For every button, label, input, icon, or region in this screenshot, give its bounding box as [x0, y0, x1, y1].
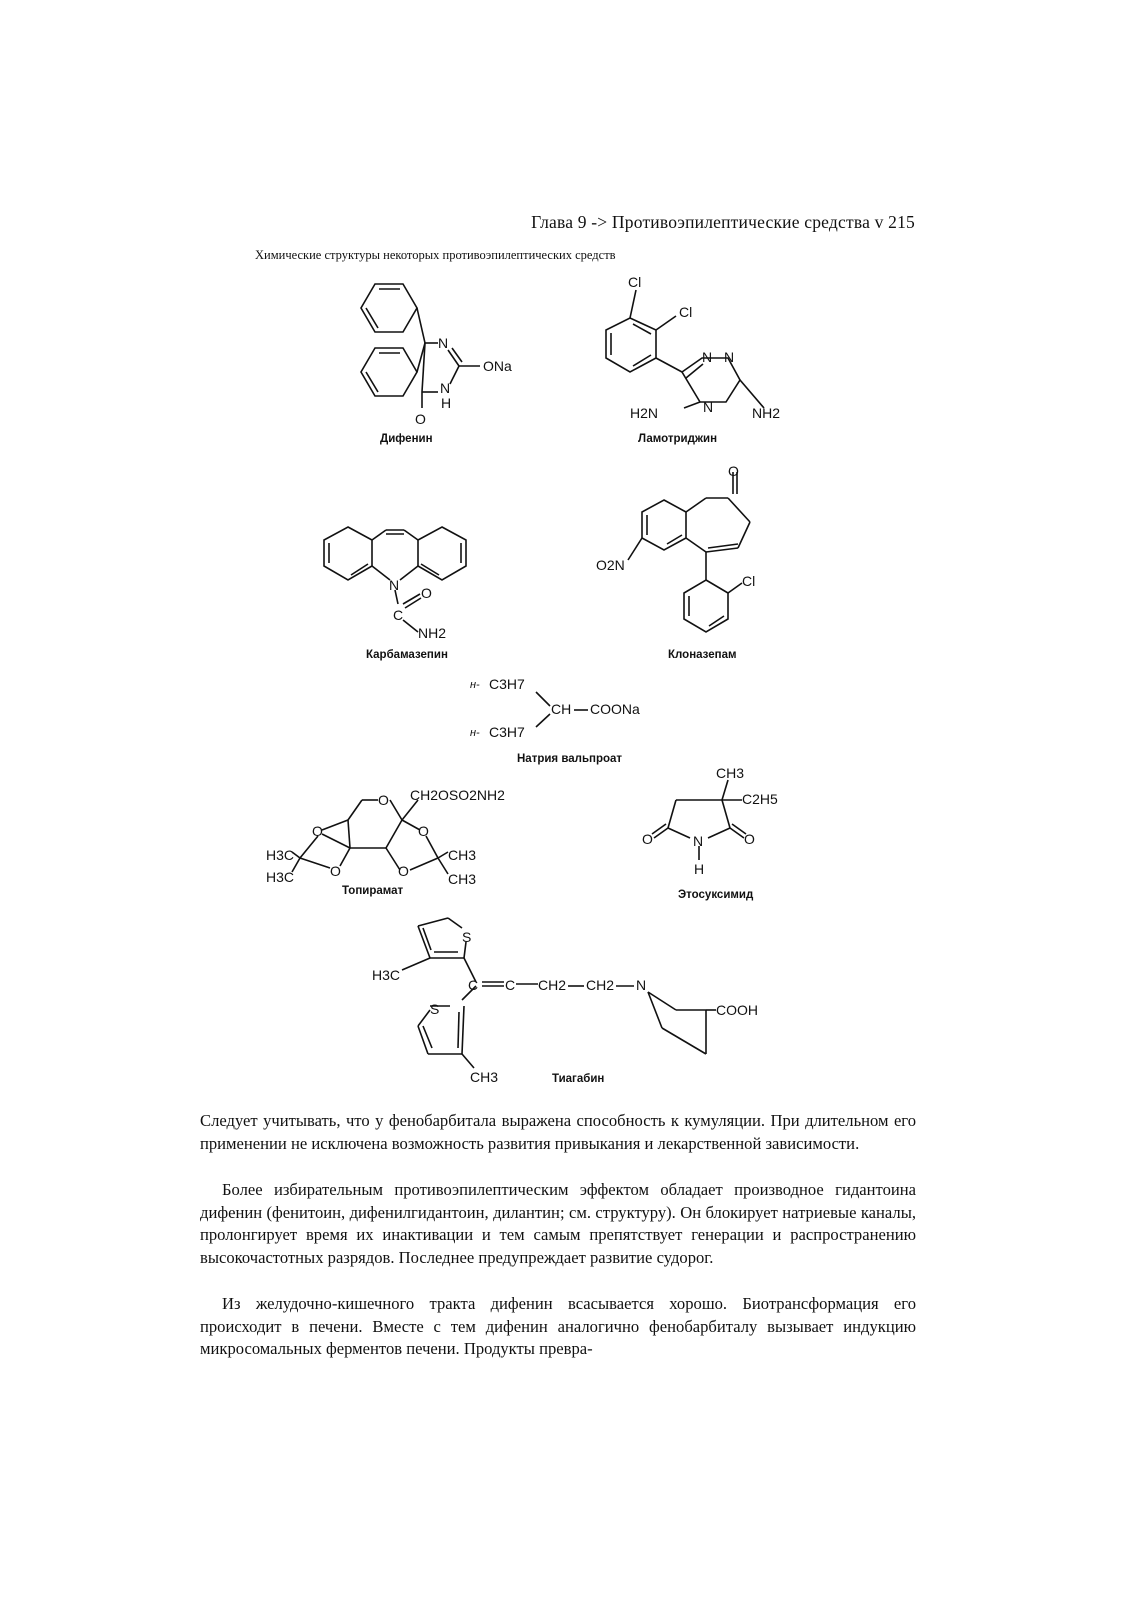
atom-label: Cl — [628, 274, 642, 290]
atom-label: H3C — [372, 967, 401, 983]
structure-name: Топирамат — [342, 885, 404, 897]
structure-name: Натрия вальпроат — [517, 753, 623, 765]
atom-label: CH3 — [470, 1069, 499, 1085]
atom-label: H2N — [630, 405, 659, 421]
atom-label: O — [744, 831, 755, 847]
structure-name: Этосуксимид — [678, 889, 754, 901]
structure-name: Карбамазепин — [366, 649, 448, 661]
body-paragraph-2: Более избирательным противоэпилептическим эффектом обладает производное гидантоина дифенин (фенитоин, дифенилгидантоин, дилантин; см. структуру). Он блокирует натриевые каналы, пролонгирует время их инактивации и тем самым препятствует генерации и распространению высокочастотных разрядов. Последнее предупреждает развитие судорог. — [200, 1180, 916, 1267]
atom-label: CH3 — [716, 765, 745, 781]
atom-label: O — [728, 463, 739, 479]
atom-label: O2N — [596, 557, 625, 573]
atom-label: O — [312, 823, 323, 839]
structure-tiagabine — [372, 918, 758, 1085]
structure-valproate — [470, 676, 640, 765]
atom-label: H3C — [266, 869, 295, 885]
structure-clonazepam — [596, 463, 755, 661]
atom-label: C — [505, 977, 516, 993]
structure-name: Дифенин — [380, 433, 433, 445]
atom-label: H — [441, 395, 452, 411]
structure-difenin — [361, 284, 512, 445]
atom-label: C2H5 — [742, 791, 778, 807]
figure-caption: Химические структуры некоторых противоэпилептических средств — [255, 248, 616, 262]
structure-topiramate — [266, 787, 505, 897]
atom-label: O — [378, 792, 389, 808]
atom-label: N — [438, 335, 449, 351]
atom-label: ONa — [483, 358, 512, 374]
body-paragraph-3: Из желудочно-кишечного тракта дифенин всасывается хорошо. Биотрансформация его происходит в печени. Вместе с тем дифенин аналогично фенобарбиталу вызывает индукцию микросомальных ферментов печени. Продукты превра- — [200, 1294, 916, 1359]
atom-label: O — [330, 863, 341, 879]
atom-label: O — [418, 823, 429, 839]
body-paragraph-1: Следует учитывать, что у фенобарбитала выражена способность к кумуляции. При длительном его применении не исключена возможность развития привыкания и лекарственной зависимости. — [200, 1111, 916, 1153]
structure-name: Клоназепам — [668, 649, 737, 661]
atom-label: S — [462, 929, 472, 945]
atom-label: COONa — [590, 701, 640, 717]
atom-label: Cl — [679, 304, 693, 320]
atom-label: O — [642, 831, 653, 847]
atom-label: N — [693, 833, 704, 849]
atom-label: N — [703, 399, 714, 415]
atom-label: C3H7 — [489, 724, 525, 740]
atom-label: CH2OSO2NH2 — [410, 787, 505, 803]
atom-label: C — [468, 977, 479, 993]
structure-name: Тиагабин — [552, 1073, 605, 1085]
atom-label: N — [440, 380, 451, 396]
structure-name: Ламотриджин — [638, 433, 718, 445]
structure-lamotrigine — [606, 274, 780, 445]
atom-label: Cl — [742, 573, 756, 589]
structure-carbamazepine — [324, 527, 466, 661]
atom-label: H — [694, 861, 705, 877]
atom-label: н- — [470, 727, 480, 739]
atom-label: CH2 — [586, 977, 615, 993]
atom-label: H3C — [266, 847, 295, 863]
atom-label: CH2 — [538, 977, 567, 993]
atom-label: N — [389, 577, 400, 593]
atom-label: C — [393, 607, 404, 623]
atom-label: N — [724, 349, 735, 365]
atom-label: O — [415, 411, 426, 427]
structure-ethosuximide — [642, 765, 778, 901]
atom-label: O — [398, 863, 409, 879]
atom-label: N — [636, 977, 647, 993]
atom-label: н- — [470, 679, 480, 691]
atom-label: S — [430, 1001, 440, 1017]
running-header: Глава 9 -> Противоэпилептические средства v 215 — [531, 212, 915, 232]
atom-label: O — [421, 585, 432, 601]
atom-label: NH2 — [418, 625, 447, 641]
atom-label: CH3 — [448, 847, 477, 863]
atom-label: COOH — [716, 1002, 758, 1018]
atom-label: CH — [551, 701, 572, 717]
atom-label: CH3 — [448, 871, 477, 887]
atom-label: NH2 — [752, 405, 781, 421]
atom-label: N — [702, 349, 713, 365]
atom-label: C3H7 — [489, 676, 525, 692]
